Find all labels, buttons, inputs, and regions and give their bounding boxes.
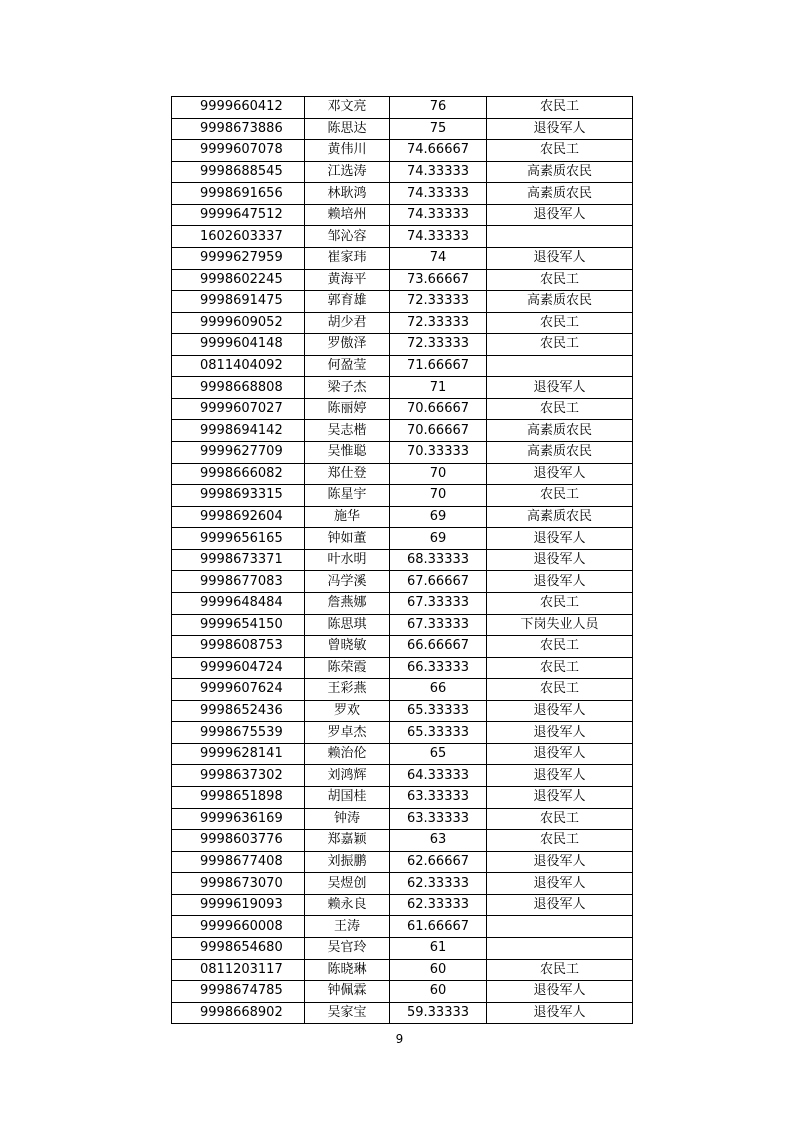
table-row (172, 549, 633, 571)
cell-id: 9998674785 (172, 981, 305, 1003)
cell-name: 梁子杰 (305, 377, 390, 399)
cell-id: 9999627709 (172, 442, 305, 464)
cell-category: 退役军人 (487, 873, 633, 895)
cell-score: 65.33333 (390, 700, 487, 722)
cell-category: 农民工 (487, 312, 633, 334)
cell-name: 郑嘉颖 (305, 830, 390, 852)
table-row (172, 506, 633, 528)
cell-id: 9998675539 (172, 722, 305, 744)
table-row (172, 377, 633, 399)
cell-score: 66.66667 (390, 636, 487, 658)
cell-name: 陈晓琳 (305, 959, 390, 981)
cell-id: 9998688545 (172, 161, 305, 183)
cell-name: 赖治伦 (305, 743, 390, 765)
table-row (172, 420, 633, 442)
cell-name: 施华 (305, 506, 390, 528)
cell-name: 吴官玲 (305, 937, 390, 959)
cell-id: 9998677408 (172, 851, 305, 873)
cell-score: 61 (390, 937, 487, 959)
cell-name: 詹燕娜 (305, 592, 390, 614)
table-row (172, 161, 633, 183)
cell-id: 9999660412 (172, 97, 305, 119)
cell-category (487, 355, 633, 377)
cell-category: 下岗失业人员 (487, 614, 633, 636)
cell-name: 陈星宇 (305, 485, 390, 507)
table-row (172, 312, 633, 334)
cell-name: 赖永良 (305, 894, 390, 916)
cell-score: 74 (390, 247, 487, 269)
cell-name: 陈丽婷 (305, 398, 390, 420)
cell-score: 72.33333 (390, 312, 487, 334)
cell-name: 王彩燕 (305, 679, 390, 701)
table-row (172, 334, 633, 356)
cell-name: 钟涛 (305, 808, 390, 830)
table-row (172, 765, 633, 787)
cell-id: 9999607078 (172, 140, 305, 162)
cell-score: 62.66667 (390, 851, 487, 873)
cell-score: 66.33333 (390, 657, 487, 679)
cell-category: 农民工 (487, 398, 633, 420)
cell-id: 9999654150 (172, 614, 305, 636)
cell-score: 67.33333 (390, 592, 487, 614)
cell-id: 9999647512 (172, 204, 305, 226)
cell-id: 9999604724 (172, 657, 305, 679)
table-row (172, 118, 633, 140)
cell-name: 钟佩霖 (305, 981, 390, 1003)
cell-category: 退役军人 (487, 247, 633, 269)
cell-category: 高素质农民 (487, 291, 633, 313)
table-row (172, 528, 633, 550)
cell-category: 退役军人 (487, 528, 633, 550)
table-row (172, 398, 633, 420)
cell-category: 高素质农民 (487, 183, 633, 205)
table-row (172, 291, 633, 313)
cell-category: 农民工 (487, 269, 633, 291)
cell-id: 9998608753 (172, 636, 305, 658)
cell-category: 退役军人 (487, 571, 633, 593)
cell-category: 退役军人 (487, 1002, 633, 1024)
cell-category: 高素质农民 (487, 506, 633, 528)
cell-score: 66 (390, 679, 487, 701)
cell-category: 农民工 (487, 636, 633, 658)
cell-name: 吴惟聪 (305, 442, 390, 464)
cell-score: 76 (390, 97, 487, 119)
table-row (172, 247, 633, 269)
cell-category: 退役军人 (487, 377, 633, 399)
cell-category: 高素质农民 (487, 161, 633, 183)
cell-name: 郭育雄 (305, 291, 390, 313)
cell-score: 69 (390, 506, 487, 528)
table-row (172, 183, 633, 205)
cell-name: 崔家玮 (305, 247, 390, 269)
table-row (172, 830, 633, 852)
cell-name: 钟如董 (305, 528, 390, 550)
cell-score: 74.33333 (390, 226, 487, 248)
cell-category (487, 937, 633, 959)
table-row (172, 355, 633, 377)
cell-category: 退役军人 (487, 722, 633, 744)
cell-category: 退役军人 (487, 743, 633, 765)
cell-name: 罗傲泽 (305, 334, 390, 356)
table-row (172, 1002, 633, 1024)
cell-score: 70.33333 (390, 442, 487, 464)
table-row (172, 916, 633, 938)
cell-name: 黄伟川 (305, 140, 390, 162)
cell-name: 刘振鹏 (305, 851, 390, 873)
cell-score: 63.33333 (390, 787, 487, 809)
cell-score: 73.66667 (390, 269, 487, 291)
cell-score: 71 (390, 377, 487, 399)
cell-category: 退役军人 (487, 765, 633, 787)
table-row (172, 204, 633, 226)
cell-id: 9999660008 (172, 916, 305, 938)
cell-name: 罗欢 (305, 700, 390, 722)
cell-score: 74.33333 (390, 204, 487, 226)
table-row (172, 269, 633, 291)
cell-score: 62.33333 (390, 873, 487, 895)
cell-score: 74.66667 (390, 140, 487, 162)
cell-score: 67.66667 (390, 571, 487, 593)
cell-category: 退役军人 (487, 851, 633, 873)
table-row (172, 571, 633, 593)
cell-score: 59.33333 (390, 1002, 487, 1024)
cell-name: 江选涛 (305, 161, 390, 183)
cell-id: 9999604148 (172, 334, 305, 356)
cell-id: 9998673070 (172, 873, 305, 895)
cell-category: 退役军人 (487, 204, 633, 226)
table-row (172, 808, 633, 830)
cell-id: 9999607027 (172, 398, 305, 420)
cell-id: 9999619093 (172, 894, 305, 916)
cell-name: 黄海平 (305, 269, 390, 291)
cell-score: 61.66667 (390, 916, 487, 938)
cell-category: 农民工 (487, 97, 633, 119)
cell-score: 75 (390, 118, 487, 140)
table-row (172, 226, 633, 248)
cell-score: 70.66667 (390, 398, 487, 420)
table-row (172, 959, 633, 981)
results-table (171, 96, 633, 1024)
cell-id: 9998691656 (172, 183, 305, 205)
cell-id: 9999627959 (172, 247, 305, 269)
table-row (172, 787, 633, 809)
cell-id: 9998693315 (172, 485, 305, 507)
cell-score: 68.33333 (390, 549, 487, 571)
cell-category: 退役军人 (487, 549, 633, 571)
cell-score: 72.33333 (390, 334, 487, 356)
cell-name: 林耿鸿 (305, 183, 390, 205)
cell-name: 刘鸿辉 (305, 765, 390, 787)
cell-name: 王涛 (305, 916, 390, 938)
cell-name: 罗卓杰 (305, 722, 390, 744)
cell-category: 退役军人 (487, 700, 633, 722)
cell-id: 9999656165 (172, 528, 305, 550)
cell-id: 1602603337 (172, 226, 305, 248)
cell-name: 胡少君 (305, 312, 390, 334)
cell-id: 9998673371 (172, 549, 305, 571)
table-row (172, 657, 633, 679)
cell-id: 9998602245 (172, 269, 305, 291)
table-row (172, 636, 633, 658)
cell-category: 退役军人 (487, 787, 633, 809)
cell-name: 邹沁容 (305, 226, 390, 248)
cell-score: 60 (390, 981, 487, 1003)
cell-name: 赖培州 (305, 204, 390, 226)
table-row (172, 97, 633, 119)
cell-category: 农民工 (487, 657, 633, 679)
cell-name: 曾晓敏 (305, 636, 390, 658)
cell-score: 65 (390, 743, 487, 765)
cell-name: 陈思达 (305, 118, 390, 140)
cell-id: 9998677083 (172, 571, 305, 593)
cell-category: 农民工 (487, 830, 633, 852)
cell-score: 65.33333 (390, 722, 487, 744)
cell-category: 退役军人 (487, 463, 633, 485)
cell-name: 邓文亮 (305, 97, 390, 119)
cell-id: 9998668902 (172, 1002, 305, 1024)
table-row (172, 700, 633, 722)
cell-id: 9998651898 (172, 787, 305, 809)
cell-id: 9998603776 (172, 830, 305, 852)
cell-category: 退役军人 (487, 118, 633, 140)
cell-score: 74.33333 (390, 183, 487, 205)
cell-id: 9998694142 (172, 420, 305, 442)
cell-score: 70 (390, 463, 487, 485)
cell-id: 0811203117 (172, 959, 305, 981)
cell-name: 吴家宝 (305, 1002, 390, 1024)
cell-name: 郑仕登 (305, 463, 390, 485)
table-row (172, 851, 633, 873)
table-row (172, 614, 633, 636)
cell-id: 9999648484 (172, 592, 305, 614)
cell-id: 9999609052 (172, 312, 305, 334)
cell-score: 63 (390, 830, 487, 852)
cell-category: 农民工 (487, 485, 633, 507)
cell-id: 9998654680 (172, 937, 305, 959)
table-row (172, 140, 633, 162)
cell-score: 71.66667 (390, 355, 487, 377)
cell-score: 63.33333 (390, 808, 487, 830)
cell-category (487, 916, 633, 938)
cell-id: 9998637302 (172, 765, 305, 787)
cell-category: 农民工 (487, 808, 633, 830)
cell-id: 9999636169 (172, 808, 305, 830)
cell-score: 70 (390, 485, 487, 507)
cell-category (487, 226, 633, 248)
table-row (172, 485, 633, 507)
table-row (172, 743, 633, 765)
cell-category: 高素质农民 (487, 442, 633, 464)
cell-score: 67.33333 (390, 614, 487, 636)
cell-id: 9998692604 (172, 506, 305, 528)
cell-category: 退役军人 (487, 981, 633, 1003)
cell-name: 胡国桂 (305, 787, 390, 809)
table-row (172, 981, 633, 1003)
cell-score: 70.66667 (390, 420, 487, 442)
table-row (172, 592, 633, 614)
cell-id: 9998673886 (172, 118, 305, 140)
cell-score: 60 (390, 959, 487, 981)
cell-score: 74.33333 (390, 161, 487, 183)
cell-name: 冯学溪 (305, 571, 390, 593)
table-row (172, 722, 633, 744)
table-row (172, 873, 633, 895)
cell-id: 9999607624 (172, 679, 305, 701)
table-row (172, 894, 633, 916)
cell-category: 高素质农民 (487, 420, 633, 442)
table-row (172, 679, 633, 701)
cell-name: 陈荣霞 (305, 657, 390, 679)
table-body (172, 97, 633, 1024)
cell-score: 72.33333 (390, 291, 487, 313)
cell-id: 9998666082 (172, 463, 305, 485)
page-number: 9 (395, 1032, 404, 1046)
cell-id: 9998691475 (172, 291, 305, 313)
cell-id: 0811404092 (172, 355, 305, 377)
cell-category: 退役军人 (487, 894, 633, 916)
cell-id: 9999628141 (172, 743, 305, 765)
cell-name: 叶水明 (305, 549, 390, 571)
cell-name: 何盈莹 (305, 355, 390, 377)
cell-category: 农民工 (487, 959, 633, 981)
table-row (172, 937, 633, 959)
cell-score: 62.33333 (390, 894, 487, 916)
cell-name: 吴志楷 (305, 420, 390, 442)
cell-name: 吴煜创 (305, 873, 390, 895)
cell-id: 9998652436 (172, 700, 305, 722)
cell-id: 9998668808 (172, 377, 305, 399)
cell-name: 陈思琪 (305, 614, 390, 636)
cell-score: 64.33333 (390, 765, 487, 787)
table-row (172, 442, 633, 464)
cell-score: 69 (390, 528, 487, 550)
cell-category: 农民工 (487, 592, 633, 614)
cell-category: 农民工 (487, 140, 633, 162)
table-row (172, 463, 633, 485)
cell-category: 农民工 (487, 679, 633, 701)
cell-category: 农民工 (487, 334, 633, 356)
